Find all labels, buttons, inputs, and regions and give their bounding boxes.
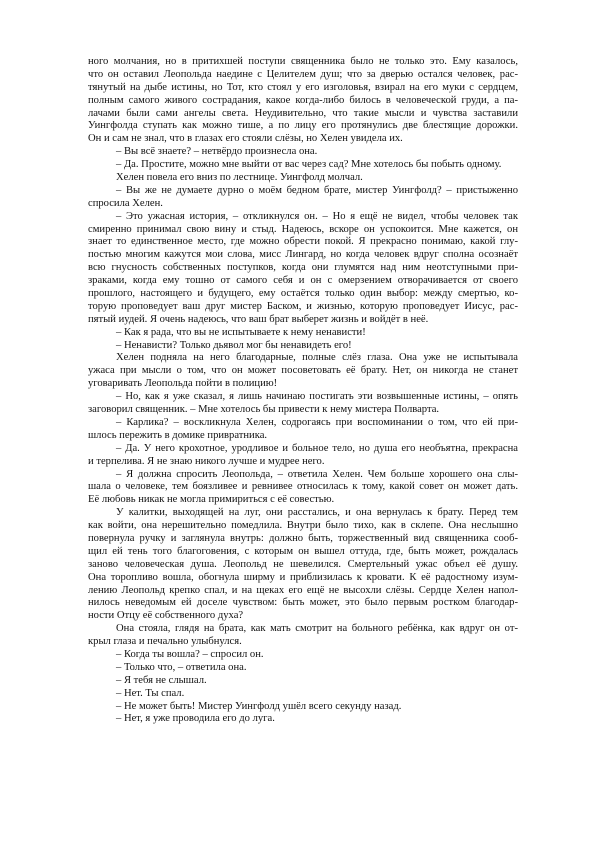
text-line: спросила Хелен.	[88, 197, 163, 209]
text-line: – Вы же не думаете дурно о моём бедном брате, мистер Уингфолд? – пристыженно	[116, 184, 518, 196]
text-line: заговорил священник. – Мне хотелось бы привести к нему мистера Полварта.	[88, 404, 440, 416]
text-line: – Только что, – ответила она.	[116, 661, 247, 673]
text-line: – Я должна спросить Леопольда, – ответила Хелен. Чем больше хорошего она слы-	[116, 468, 518, 480]
text-line: прошлого, настоящего и будущего, ему остаётся только один выбор: между смертью, ко-	[88, 288, 518, 300]
text-line: крыл глаза и печально улыбнулся.	[88, 636, 242, 648]
text-line: У калитки, выходящей на луг, они расстались, и она вернулась к брату. Перед тем	[116, 507, 518, 519]
text-line: повернула ручку и заглянула внутрь: должно быть, торжественный вид священника сооб-	[88, 532, 518, 544]
text-line: шлось пережить в домике привратника.	[88, 429, 268, 441]
page-text	[88, 56, 518, 726]
text-line: – Ненависти? Только дьявол мог бы ненавидеть его!	[116, 339, 352, 351]
text-line: – Не может быть! Мистер Уингфолд ушёл всего секунду назад.	[116, 700, 402, 712]
text-line: – Да. Простите, можно мне выйти от вас через сад? Мне хотелось бы побыть одному.	[116, 159, 502, 171]
text-line: – Как я рада, что вы не испытываете к нему ненависти!	[116, 326, 366, 338]
text-line: Она торопливо вошла, обогнула ширму и приблизилась к кровати. К её радостному изум-	[88, 571, 518, 583]
text-line: Хелен подняла на него благодарные, полные слёз глаза. Она уже не испытывала	[116, 352, 518, 364]
text-line: – Карлика? – воскликнула Хелен, содрогаясь при воспоминании о том, что ей при-	[116, 416, 518, 428]
text-line: ужаса при мысли о том, что он может посоветовать её брату. Нет, он никогда не станет	[88, 365, 518, 377]
text-line: торую проповедует ваш друг мистер Баском, и жизнью, которую проповедует Иисус, рас-	[88, 300, 518, 312]
text-line: шала о человеке, тем боязливее и ревнивее относилась к тому, какой совет он может дать.	[88, 481, 518, 493]
text-line: – Это ужасная история, – откликнулся он. – Но я ещё не видел, чтобы человек так	[116, 210, 518, 222]
text-line: полным самого живого сострадания, какое когда-либо билось в человеческой груди, а па-	[88, 94, 518, 106]
text-line: как войти, она нерешительно помедлила. Внутри было тихо, как в склепе. Она неслышно	[88, 520, 518, 532]
text-line: Её любовь никак не могла примириться с её совестью.	[88, 494, 335, 506]
text-line: смиренно принимал свою вину и стыд. Надеюсь, вскоре он успокоится. Мне кажется, он	[88, 223, 518, 235]
text-line: – Нет, я уже проводила его до луга.	[116, 713, 275, 725]
text-line: – Да. У него крохотное, уродливое и больное тело, но душа его необъятна, прекрасна	[116, 442, 518, 454]
text-line: нилось неведомым ей доселе чувством: быть может, это было первым ростком благодар-	[88, 597, 518, 609]
text-line: лачами были сами ангелы света. Неудивительно, что такие мысли и чувства заставили	[88, 107, 518, 119]
text-line: зраками, когда ему тошно от самого себя и он с омерзением отворачивается от своего	[88, 275, 518, 287]
text-line: тянутый на дыбе истины, но Тот, кто стоял у его изголовья, взирал на его муки с сердцем,	[88, 81, 518, 93]
text-line: – Вы всё знаете? – нетвёрдо произнесла она.	[116, 146, 318, 158]
text-line: ности Отцу её собственного духа?	[88, 610, 244, 622]
text-line: постью многим кажутся мои слова, мисс Лингард, но когда человек вдруг сполна осознаёт	[88, 249, 518, 261]
text-line: Хелен повела его вниз по лестнице. Уингфолд молчал.	[116, 172, 363, 184]
text-line: – Я тебя не слышал.	[116, 674, 207, 686]
text-line: Он и сам не знал, что в глазах его стояли слёзы, но Хелен увидела их.	[88, 133, 403, 145]
text-line: ного молчания, но в притихшей поступи священника было не только это. Ему казалось,	[88, 56, 518, 67]
text-line: уговаривать Леопольда пойти в полицию!	[88, 378, 278, 390]
text-line: – Нет. Ты спал.	[116, 687, 185, 699]
text-line: Уингфолда ступать как можно тише, а по лицу его протянулись две блестящие дорожки.	[88, 120, 518, 132]
text-line: что он оставил Леопольда наедине с Целителем душ; что за дверью остался человек, рас-	[88, 68, 518, 80]
text-line: заново человеческая душа. Леопольд не шевелился. Смертельный ужас объел её душу.	[88, 558, 518, 570]
text-line: знает то единственное место, где можно обрести покой. Я прекрасно понимаю, какой глу-	[88, 236, 518, 248]
text-line: – Но, как я уже сказал, я лишь начинаю постигать эти возвышенные истины, – опять	[116, 391, 518, 403]
text-line: пятый иудей. Я очень надеюсь, что ваш брат выберет жизнь и войдёт в неё.	[88, 313, 429, 325]
text-line: лению Леопольд крепко спал, и на щеках его ещё не высохли слёзы. Сердце Хелен напол-	[88, 584, 518, 596]
text-line: – Когда ты вошла? – спросил он.	[116, 648, 264, 660]
text-line: щил ей тень того благоговения, с которым он вышел оттуда, где, быть может, рождалась	[88, 545, 518, 557]
text-line: Она стояла, глядя на брата, как мать смотрит на больного ребёнка, как вдруг он от-	[116, 623, 518, 635]
text-line: всю гнусность собственных поступков, когда они глумятся над ним неотступными при-	[88, 262, 518, 274]
text-line: и терпелива. Я не знаю никого лучше и мудрее него.	[88, 455, 325, 467]
